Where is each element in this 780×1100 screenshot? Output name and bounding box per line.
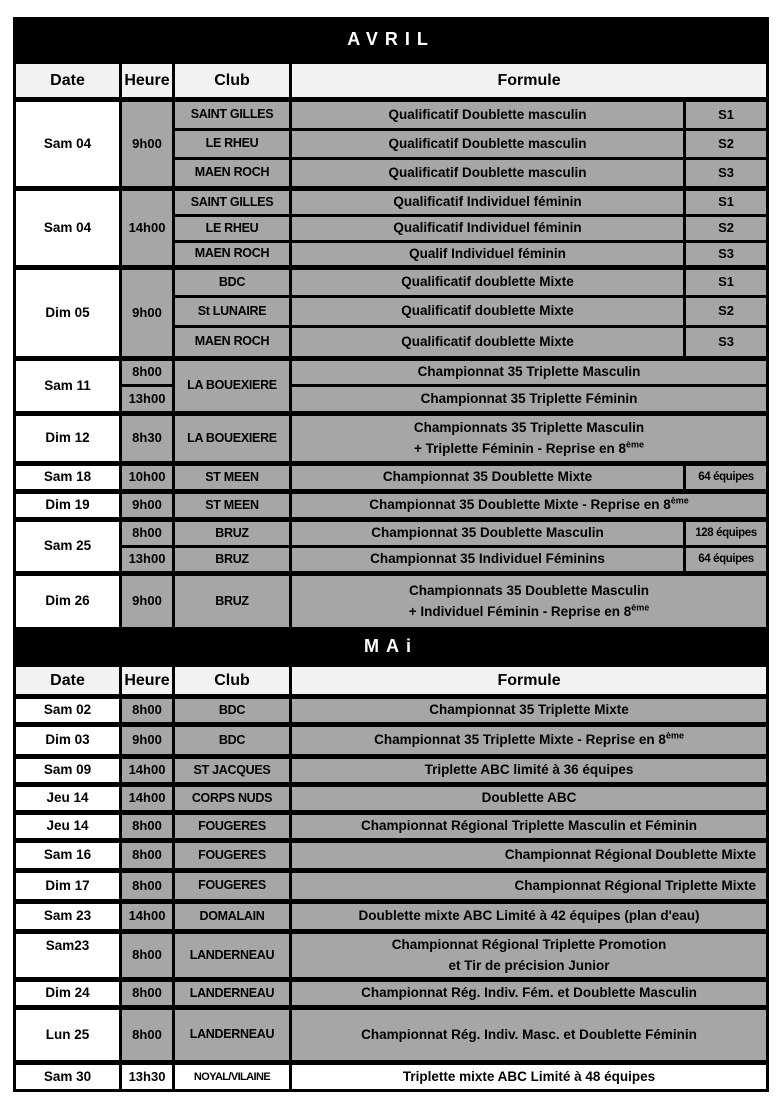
date-cell: Dim 12 [15, 414, 121, 464]
formule-line1: Championnat Régional Triplette Promotion [391, 936, 667, 952]
formule-cell: Championnat 35 Doublette Masculin [291, 520, 685, 547]
formule-cell: Qualificatif doublette Mixte [291, 327, 685, 359]
heure-cell: 14h00 [121, 757, 174, 785]
formule-cell: Qualificatif doublette Mixte [291, 297, 685, 327]
formule-sup: ème [665, 730, 684, 741]
col-header-formule: Formule [291, 62, 768, 100]
date-cell: Sam 16 [15, 841, 121, 871]
formule-cell: Championnat 35 Triplette Masculin [291, 359, 768, 386]
date-cell: Sam 30 [15, 1063, 121, 1091]
slot-cell: S2 [685, 297, 768, 327]
col-header-formule: Formule [291, 665, 768, 697]
club-cell: FOUGERES [174, 871, 291, 902]
formule-sup: ème [625, 439, 644, 449]
club-text: NOYAL/VILAINE [193, 1071, 271, 1084]
formule-cell: Championnat 35 Triplette Mixte [291, 697, 768, 725]
heure-cell: 14h00 [121, 785, 174, 813]
heure-cell: 8h00 [121, 932, 174, 980]
formule-cell [291, 492, 768, 520]
date-cell: Jeu 14 [15, 785, 121, 813]
formule-cell: Triplette ABC limité à 36 équipes [291, 757, 768, 785]
formule-cell: Triplette mixte ABC Limité à 48 équipes [291, 1063, 768, 1091]
heure-cell: 9h00 [121, 268, 174, 359]
date-cell: Sam 04 [15, 189, 121, 268]
heure-cell: 13h00 [121, 386, 174, 414]
club-cell: LANDERNEAU [174, 932, 291, 980]
col-header-club: Club [174, 62, 291, 100]
formule-cell: Qualificatif Doublette masculin [291, 100, 685, 130]
heure-cell: 8h00 [121, 841, 174, 871]
formule-line1: Championnats 35 Doublette Masculin [409, 582, 650, 598]
formule-cell: Championnat Régional Triplette Mixte [291, 871, 768, 902]
formule-cell: Qualificatif Doublette masculin [291, 159, 685, 189]
club-cell: ST MEEN [174, 492, 291, 520]
date-cell: Dim 03 [15, 725, 121, 757]
formule-line1: Championnats 35 Triplette Masculin [413, 419, 645, 435]
formule-cell: Championnat Rég. Indiv. Masc. et Doublette Féminin [291, 1008, 768, 1063]
club-cell: BDC [174, 725, 291, 757]
date-cell: Sam 25 [15, 520, 121, 574]
formule-sup: ème [631, 602, 650, 612]
club-cell: DOMALAIN [174, 902, 291, 932]
month-banner-mai: MAi [15, 629, 768, 665]
date-cell: Lun 25 [15, 1008, 121, 1063]
heure-cell: 13h00 [121, 547, 174, 574]
formule-line2: + Individuel Féminin - Reprise en 8ème [408, 602, 650, 619]
col-header-date: Date [15, 665, 121, 697]
heure-cell: 10h00 [121, 464, 174, 492]
col-header-heure: Heure [121, 62, 174, 100]
club-cell: BRUZ [174, 520, 291, 547]
heure-cell: 8h00 [121, 520, 174, 547]
slot-cell: S1 [685, 100, 768, 130]
club-cell: BDC [174, 697, 291, 725]
formule-cell: Championnat 35 Triplette Féminin [291, 386, 768, 414]
date-cell: Sam 02 [15, 697, 121, 725]
club-cell: BDC [174, 268, 291, 297]
date-cell: Dim 26 [15, 574, 121, 629]
competition-schedule-sheet [13, 17, 766, 1092]
formule-cell [291, 932, 768, 980]
formule-cell: Qualificatif doublette Mixte [291, 268, 685, 297]
heure-cell: 9h00 [121, 492, 174, 520]
club-cell: ST JACQUES [174, 757, 291, 785]
slot-cell: S3 [685, 242, 768, 268]
heure-cell: 8h00 [121, 359, 174, 386]
club-cell: SAINT GILLES [174, 100, 291, 130]
formule-cell: Qualificatif Doublette masculin [291, 130, 685, 159]
date-cell: Dim 19 [15, 492, 121, 520]
formule-cell: Championnat Régional Triplette Masculin et Féminin [291, 813, 768, 841]
club-cell: SAINT GILLES [174, 189, 291, 216]
date-cell: Dim 24 [15, 980, 121, 1008]
club-cell: ST MEEN [174, 464, 291, 492]
heure-cell: 8h00 [121, 871, 174, 902]
date-cell: Jeu 14 [15, 813, 121, 841]
formule-cell: Championnat Régional Doublette Mixte [291, 841, 768, 871]
heure-cell: 13h30 [121, 1063, 174, 1091]
formule-cell: Qualif Individuel féminin [291, 242, 685, 268]
date-cell: Sam 18 [15, 464, 121, 492]
slot-cell: S3 [685, 327, 768, 359]
formule-cell: Doublette mixte ABC Limité à 42 équipes (plan d'eau) [291, 902, 768, 932]
date-cell: Sam 04 [15, 100, 121, 189]
teams-count-cell: 64 équipes [685, 547, 768, 574]
teams-count-cell: 128 équipes [685, 520, 768, 547]
slot-cell: S3 [685, 159, 768, 189]
formule-text: Championnat 35 Doublette Mixte - Reprise en 8 [369, 497, 671, 513]
club-cell: St LUNAIRE [174, 297, 291, 327]
heure-cell: 8h00 [121, 813, 174, 841]
date-cell: Sam23 [15, 932, 121, 980]
heure-cell: 9h00 [121, 725, 174, 757]
formule-cell: Championnat 35 Individuel Féminins [291, 547, 685, 574]
formule-cell [291, 574, 768, 629]
heure-cell: 9h00 [121, 100, 174, 189]
club-cell: LANDERNEAU [174, 1008, 291, 1063]
formule-cell: Qualificatif Individuel féminin [291, 189, 685, 216]
formule-cell [291, 725, 768, 757]
heure-cell: 14h00 [121, 189, 174, 268]
club-cell: FOUGERES [174, 841, 291, 871]
club-cell: MAEN ROCH [174, 327, 291, 359]
club-cell: LE RHEU [174, 130, 291, 159]
slot-cell: S1 [685, 268, 768, 297]
teams-count-cell: 64 équipes [685, 464, 768, 492]
heure-cell: 8h00 [121, 697, 174, 725]
heure-cell: 14h00 [121, 902, 174, 932]
date-cell: Dim 17 [15, 871, 121, 902]
club-cell: BRUZ [174, 574, 291, 629]
formule-text: Championnat 35 Triplette Mixte - Reprise en 8 [374, 732, 666, 748]
club-cell: CORPS NUDS [174, 785, 291, 813]
col-header-club: Club [174, 665, 291, 697]
slot-cell: S2 [685, 216, 768, 242]
date-cell: Dim 05 [15, 268, 121, 359]
month-banner-avril: AVRIL [15, 19, 768, 62]
formule-line2: + Triplette Féminin - Reprise en 8ème [414, 439, 644, 456]
schedule-table [13, 17, 769, 1092]
heure-cell: 8h30 [121, 414, 174, 464]
date-cell: Sam 09 [15, 757, 121, 785]
slot-cell: S1 [685, 189, 768, 216]
date-cell: Sam 23 [15, 902, 121, 932]
date-cell: Sam 11 [15, 359, 121, 414]
formule-cell: Championnat Rég. Indiv. Fém. et Doublette Masculin [291, 980, 768, 1008]
formule-line2: et Tir de précision Junior [448, 957, 610, 973]
club-cell: LA BOUEXIERE [174, 414, 291, 464]
col-header-heure: Heure [121, 665, 174, 697]
formule-cell: Qualificatif Individuel féminin [291, 216, 685, 242]
club-cell [174, 1063, 291, 1091]
club-cell: LA BOUEXIERE [174, 359, 291, 414]
formule-cell: Championnat 35 Doublette Mixte [291, 464, 685, 492]
club-cell: BRUZ [174, 547, 291, 574]
club-cell: MAEN ROCH [174, 159, 291, 189]
heure-cell: 9h00 [121, 574, 174, 629]
slot-cell: S2 [685, 130, 768, 159]
club-cell: MAEN ROCH [174, 242, 291, 268]
col-header-date: Date [15, 62, 121, 100]
formule-cell: Doublette ABC [291, 785, 768, 813]
club-cell: LE RHEU [174, 216, 291, 242]
club-cell: LANDERNEAU [174, 980, 291, 1008]
heure-cell: 8h00 [121, 980, 174, 1008]
formule-cell [291, 414, 768, 464]
club-cell: FOUGERES [174, 813, 291, 841]
formule-sup: ème [670, 495, 689, 506]
heure-cell: 8h00 [121, 1008, 174, 1063]
